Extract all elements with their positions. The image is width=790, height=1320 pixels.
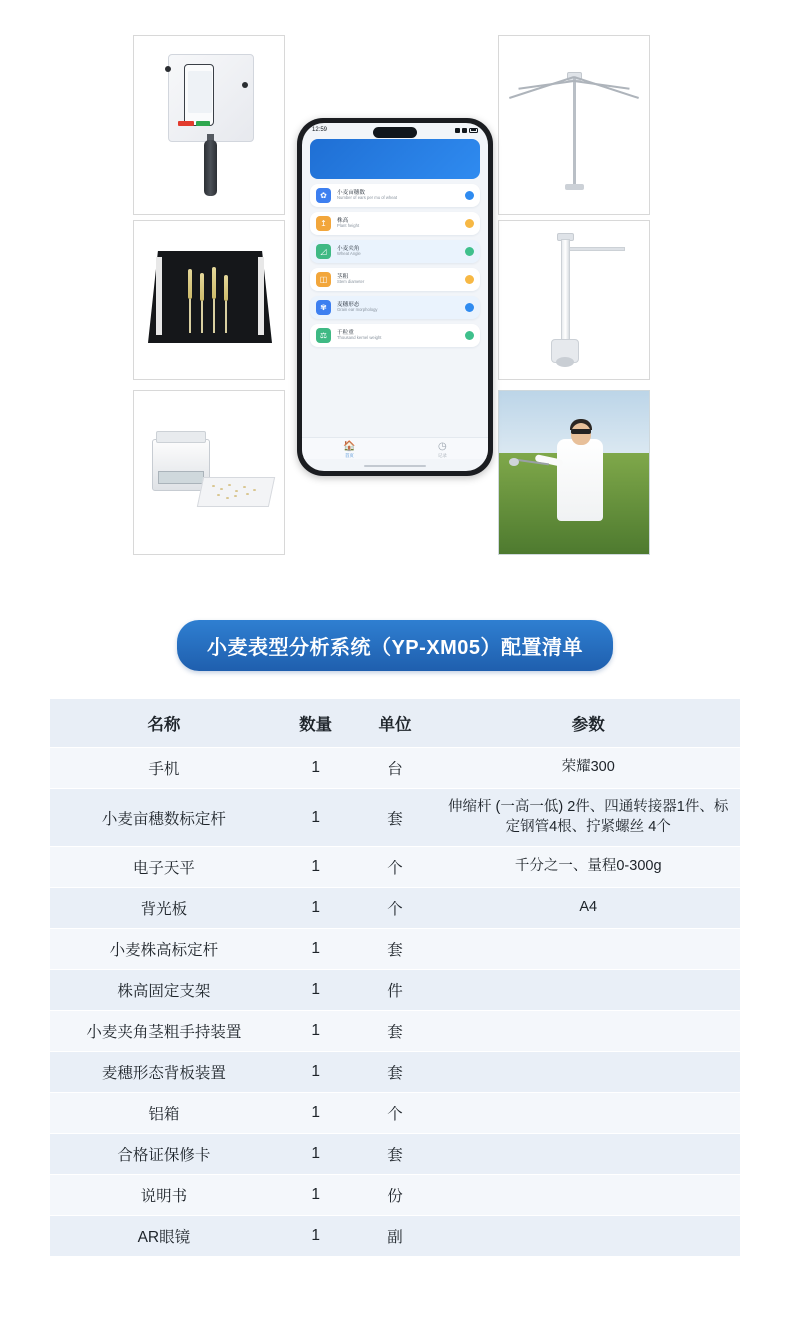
thousand-grain-weight-icon: ⚖	[316, 328, 331, 343]
backboard-scale-right	[258, 257, 264, 335]
wheat-ear	[212, 267, 216, 299]
list-item-label-en: Thousand kernel weight	[337, 335, 382, 341]
list-item-stem-diameter[interactable]	[310, 268, 480, 291]
clock-icon: ◷	[438, 441, 447, 452]
operator-head	[571, 423, 591, 445]
app-header-banner	[310, 139, 480, 179]
table-row	[50, 970, 740, 1011]
device-handle	[204, 140, 217, 196]
cell-unit: 个	[354, 1093, 437, 1134]
cell-name: 铝箱	[50, 1093, 278, 1134]
device-indicator-red	[178, 121, 194, 126]
signal-icon	[455, 128, 460, 133]
cell-qty: 1	[278, 1093, 354, 1134]
cell-spec: 伸缩杆 (一高一低) 2件、四通转接器1件、标定钢管4根、拧紧螺丝 4个	[436, 789, 740, 847]
tab-home[interactable]	[343, 442, 355, 459]
col-header-name: 名称	[50, 699, 278, 748]
device-dot-left	[165, 66, 171, 72]
page-title: 小麦表型分析系统（YP-XM05）配置清单	[177, 620, 613, 671]
wheat-stalk	[213, 299, 215, 333]
ar-glasses-icon	[571, 429, 591, 434]
configuration-table	[50, 699, 740, 1257]
cell-unit: 套	[354, 789, 437, 847]
balance-pan	[156, 431, 206, 443]
col-header-spec: 参数	[436, 699, 740, 748]
plant-height-icon: ↥	[316, 216, 331, 231]
wheat-stalk	[201, 301, 203, 333]
bracket-foot	[556, 357, 574, 367]
device-indicator-green	[196, 121, 210, 126]
configuration-list-section	[0, 671, 790, 1257]
status-dot	[465, 247, 474, 256]
list-item-label-cn: 小麦夹角	[337, 245, 360, 252]
cell-name: 小麦夹角茎粗手持装置	[50, 1011, 278, 1052]
feature-list	[302, 184, 488, 347]
cell-spec	[436, 1134, 740, 1175]
table-row	[50, 789, 740, 847]
photo-electronic-balance	[133, 390, 285, 555]
cell-spec	[436, 1052, 740, 1093]
pole-mast	[573, 78, 576, 186]
cell-spec: 荣耀300	[436, 748, 740, 789]
cell-spec: 千分之一、量程0-300g	[436, 847, 740, 888]
device-dot-right	[242, 82, 248, 88]
bracket-horizontal-arm	[569, 247, 625, 251]
cell-unit: 套	[354, 1052, 437, 1093]
list-item-label-cn: 株高	[337, 217, 349, 224]
table-row	[50, 1216, 740, 1257]
photo-plant-height-bracket	[498, 220, 650, 380]
cell-unit: 件	[354, 970, 437, 1011]
tab-records[interactable]	[438, 442, 447, 459]
cell-qty: 1	[278, 888, 354, 929]
status-dot	[465, 331, 474, 340]
photo-wheat-ear-backboard	[133, 220, 285, 380]
balance-display	[158, 471, 204, 484]
list-item-label-en: Plant height	[337, 223, 360, 229]
table-row	[50, 1011, 740, 1052]
cell-unit: 个	[354, 888, 437, 929]
col-header-unit: 单位	[354, 699, 437, 748]
cell-spec	[436, 1093, 740, 1134]
home-indicator	[364, 465, 426, 468]
operator-lab-coat	[557, 439, 603, 521]
backboard-scale-left	[156, 257, 162, 335]
col-header-qty: 数量	[278, 699, 354, 748]
measuring-stick-tip	[509, 458, 519, 466]
photo-handheld-measuring-device	[133, 35, 285, 215]
table-row	[50, 748, 740, 789]
home-icon: 🏠	[343, 441, 356, 452]
cell-spec: A4	[436, 888, 740, 929]
wheat-stalk	[189, 299, 191, 333]
list-item-grain-morphology[interactable]	[310, 296, 480, 319]
table-row	[50, 1175, 740, 1216]
cell-unit: 套	[354, 1134, 437, 1175]
cell-qty: 1	[278, 748, 354, 789]
cell-qty: 1	[278, 847, 354, 888]
wifi-icon	[462, 128, 467, 133]
cell-name: 说明书	[50, 1175, 278, 1216]
pole-arm	[574, 80, 630, 90]
cell-unit: 副	[354, 1216, 437, 1257]
cell-spec	[436, 1216, 740, 1257]
status-dot	[465, 275, 474, 284]
backboard-panel	[148, 251, 272, 343]
device-phone-screen	[188, 71, 212, 113]
status-time: 12:59	[312, 127, 328, 133]
cell-qty: 1	[278, 1134, 354, 1175]
status-dot	[465, 191, 474, 200]
table-row	[50, 1052, 740, 1093]
cell-name: 株高固定支架	[50, 970, 278, 1011]
cell-unit: 套	[354, 929, 437, 970]
battery-icon	[469, 128, 478, 133]
cell-qty: 1	[278, 1175, 354, 1216]
cell-qty: 1	[278, 789, 354, 847]
wheat-ear	[224, 275, 228, 301]
tab-home-label: 首页	[345, 453, 354, 458]
phone-tab-bar	[302, 437, 488, 459]
ear-count-icon: ✿	[316, 188, 331, 203]
list-item-thousand-grain-weight[interactable]	[310, 324, 480, 347]
wheat-stalk	[225, 301, 227, 333]
wheat-ear	[200, 273, 204, 301]
table-row	[50, 888, 740, 929]
cell-unit: 个	[354, 847, 437, 888]
cell-name: 电子天平	[50, 847, 278, 888]
stem-diameter-icon: ◫	[316, 272, 331, 287]
cell-name: 合格证保修卡	[50, 1134, 278, 1175]
wheat-ear	[188, 269, 192, 299]
cell-qty: 1	[278, 1011, 354, 1052]
list-item-label-cn: 千粒重	[337, 329, 354, 336]
list-item-plant-height[interactable]	[310, 212, 480, 235]
cell-spec	[436, 1011, 740, 1052]
list-item-ear-count[interactable]	[310, 184, 480, 207]
cell-unit: 份	[354, 1175, 437, 1216]
cell-spec	[436, 929, 740, 970]
grain-morphology-icon: ✾	[316, 300, 331, 315]
cell-name: AR眼镜	[50, 1216, 278, 1257]
table-row	[50, 1134, 740, 1175]
pole-arm	[518, 80, 574, 90]
photo-field-operator	[498, 390, 650, 555]
photo-cross-calibration-pole	[498, 35, 650, 215]
cell-unit: 台	[354, 748, 437, 789]
table-row	[50, 929, 740, 970]
table-header-row	[50, 699, 740, 748]
table-body	[50, 748, 740, 1257]
list-item-label-cn: 麦穗形态	[337, 301, 360, 308]
cell-name: 小麦亩穗数标定杆	[50, 789, 278, 847]
title-banner-wrapper	[0, 620, 790, 671]
cell-name: 小麦株高标定杆	[50, 929, 278, 970]
list-item-label-cn: 小麦亩穗数	[337, 189, 365, 196]
cell-name: 背光板	[50, 888, 278, 929]
list-item-label-en: Number of ears per mu of wheat	[337, 195, 398, 201]
table-row	[50, 1093, 740, 1134]
phone-screen	[302, 123, 488, 471]
device-phone-body	[184, 64, 214, 126]
cell-spec	[436, 1175, 740, 1216]
wheat-angle-icon: ◿	[316, 244, 331, 259]
list-item-wheat-angle[interactable]	[310, 240, 480, 263]
pole-foot	[565, 184, 584, 190]
product-image-gallery	[0, 0, 790, 580]
cell-qty: 1	[278, 1052, 354, 1093]
phone-notch	[373, 127, 417, 138]
cell-spec	[436, 970, 740, 1011]
bracket-vertical-pole	[561, 239, 570, 347]
list-item-label-en: Grain ear morphology	[337, 307, 378, 313]
cell-name: 麦穗形态背板装置	[50, 1052, 278, 1093]
cell-qty: 1	[278, 929, 354, 970]
status-dot	[465, 219, 474, 228]
tab-records-label: 记录	[438, 453, 447, 458]
list-item-label-en: Wheat Angle	[337, 251, 361, 257]
list-item-label-cn: 茎粗	[337, 273, 349, 280]
cell-unit: 套	[354, 1011, 437, 1052]
status-dot	[465, 303, 474, 312]
list-item-label-en: Stem diameter	[337, 279, 365, 285]
table-row	[50, 847, 740, 888]
phone-mockup	[297, 118, 493, 476]
cell-qty: 1	[278, 970, 354, 1011]
cell-qty: 1	[278, 1216, 354, 1257]
cell-name: 手机	[50, 748, 278, 789]
